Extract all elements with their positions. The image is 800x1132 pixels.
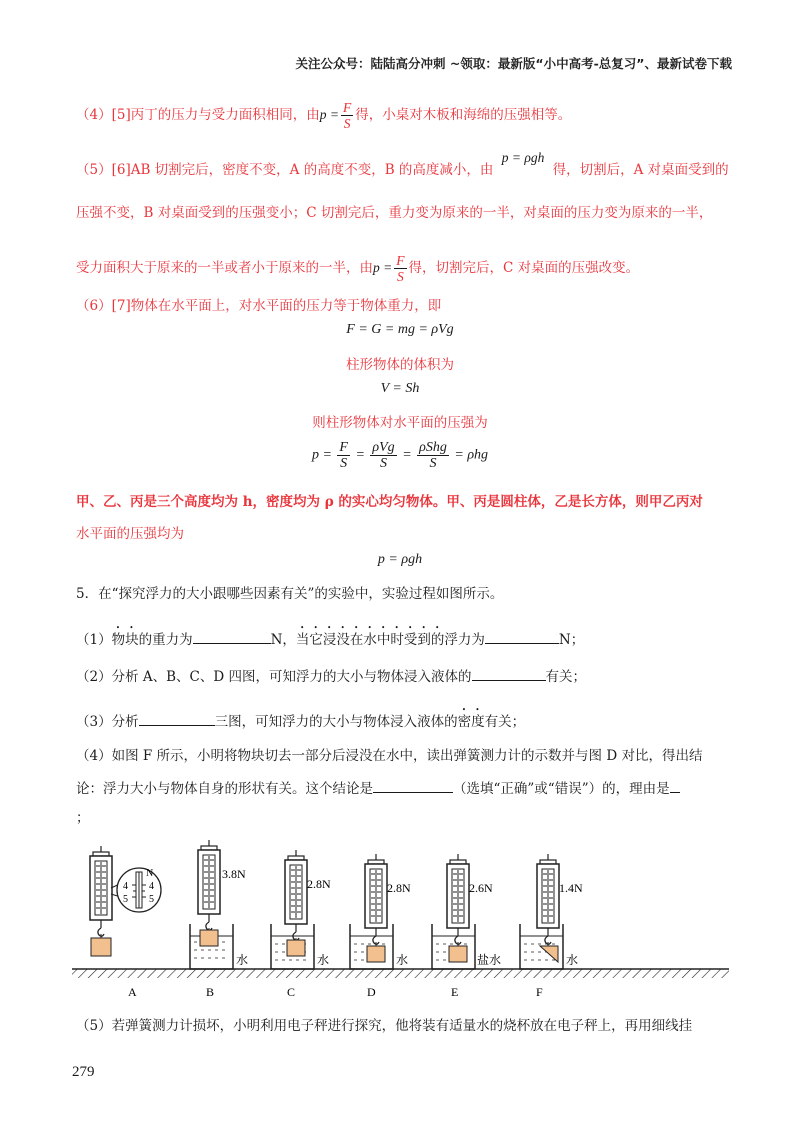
experiment-figure	[0, 838, 800, 1018]
equation-pressure-derivation: p = $\frac{F}{S}$ = $\frac{\text{ρVg}}{S}$ = $\frac{\text{ρShg}}{S}$ = ρhg	[311, 440, 489, 471]
block-E	[449, 946, 467, 962]
blank-factor[interactable]	[472, 666, 546, 681]
block-D	[367, 946, 385, 962]
cut-block-F	[540, 946, 558, 962]
label-C: C	[287, 985, 296, 999]
question-5-part1: （1）物块的重力为 N，当它浸没在水中时受到的浮力为 N；	[76, 624, 726, 650]
zoom-unit: N	[146, 868, 154, 879]
label-F: F	[536, 985, 543, 999]
zoom-right-4: 4	[149, 881, 154, 892]
question-5-part4-line2: 论：浮力大小与物体自身的形状有关。这个结论是 （选填“正确”或“错误”）的，理由是	[76, 778, 726, 799]
block-C	[287, 940, 305, 956]
question-5-part2: （2）分析 A、B、C、D 四图，可知浮力的大小与物体浸入液体的 有关；	[76, 666, 726, 687]
zoom-right-5: 5	[149, 894, 154, 905]
blank-weight[interactable]	[193, 629, 271, 644]
liquid-F: 水	[566, 953, 579, 967]
question-5-part4-line3: ；	[76, 810, 90, 826]
question-5-part3: （3）分析 三图，可知浮力的大小与物体浸入液体的密度有关；	[76, 706, 726, 732]
fraction-f-over-s-2: $\frac{F}{S}$	[396, 253, 405, 284]
blank-buoyancy[interactable]	[485, 629, 559, 644]
formula-p-rho-g-h: p = ρgh	[501, 150, 545, 165]
liquid-E: 盐水	[477, 953, 502, 967]
answer-5-line1: （5）[6]AB 切割完后，密度不变，A 的高度不变，B 的高度减小，由 p = ρgh 得，切割后，A 对桌面受到的	[76, 150, 729, 178]
page-header: 关注公众号：陆陆高分冲刺 ~领取：最新版“小中高考-总复习”、最新试卷下载	[295, 56, 732, 71]
block-B	[200, 930, 218, 946]
answer-4-post: 得，小桌对木板和海绵的压强相等。	[355, 107, 572, 123]
label-D: D	[367, 985, 376, 999]
label-B: B	[206, 985, 215, 999]
fraction-f-over-s: $\frac{F}{S}$	[342, 100, 352, 131]
pressure-text: 则柱形物体对水平面的压强为	[312, 415, 488, 431]
volume-text: 柱形物体的体积为	[346, 357, 454, 373]
liquid-D: 水	[396, 953, 409, 967]
conclusion-line1: 甲、乙、丙是三个高度均为 h，密度均为 ρ 的实心均匀物体。甲、丙是圆柱体，乙是长方体，则甲乙丙对	[76, 494, 703, 510]
ground	[72, 969, 729, 978]
reading-D: 2.8N	[387, 881, 411, 895]
equation-v-sh: V = Sh	[380, 381, 420, 396]
reading-E: 2.6N	[469, 881, 493, 895]
blank-figures[interactable]	[139, 711, 215, 726]
reading-C: 2.8N	[307, 877, 331, 891]
label-E: E	[451, 985, 459, 999]
label-A: A	[128, 985, 137, 999]
liquid-B: 水	[236, 953, 249, 967]
zoom-left-5: 5	[123, 894, 128, 905]
equation-f-g-mg: F = G = mg = ρVg	[346, 322, 454, 337]
answer-5-line2: 压强不变，B 对桌面受到的压强变小；C 切割完后，重力变为原来的一半，对桌面的压力变为原来的一半，	[76, 205, 713, 221]
reading-B: 3.8N	[222, 867, 246, 881]
question-5-part4-line1: （4）如图 F 所示，小明将物块切去一部分后浸没在水中，读出弹簧测力计的示数并与图 D 对比，得出结	[76, 748, 703, 764]
blank-correctness[interactable]	[373, 778, 453, 793]
blank-reason[interactable]	[670, 778, 680, 793]
liquid-C: 水	[317, 953, 330, 967]
answer-5-line3: 受力面积大于原来的一半或者小于原来的一半，由p = $\frac{F}{S}$ 得，切割完后，C 对桌面的压强改变。	[76, 253, 640, 284]
block-A	[91, 938, 111, 956]
equation-p-rho-g-h: p = ρgh	[377, 552, 423, 567]
zoom-left-4: 4	[123, 881, 128, 892]
answer-4-pre: （4）[5]丙丁的压力与受力面积相同，由	[76, 107, 320, 123]
question-5-part5: （5）若弹簧测力计损坏，小明利用电子秤进行探究，他将装有适量水的烧杯放在电子秤上，再用细线挂	[76, 1018, 693, 1034]
answer-4	[76, 100, 726, 131]
page-number: 279	[72, 1064, 95, 1080]
conclusion-line2: 水平面的压强均为	[76, 526, 184, 542]
question-5-stem: 5．在“探究浮力的大小跟哪些因素有关”的实验中，实验过程如图所示。	[76, 586, 504, 602]
p-symbol: p =	[319, 107, 339, 122]
reading-F: 1.4N	[559, 881, 583, 895]
answer-6-line1: （6）[7]物体在水平面上，对水平面的压力等于物体重力，即	[76, 298, 442, 314]
